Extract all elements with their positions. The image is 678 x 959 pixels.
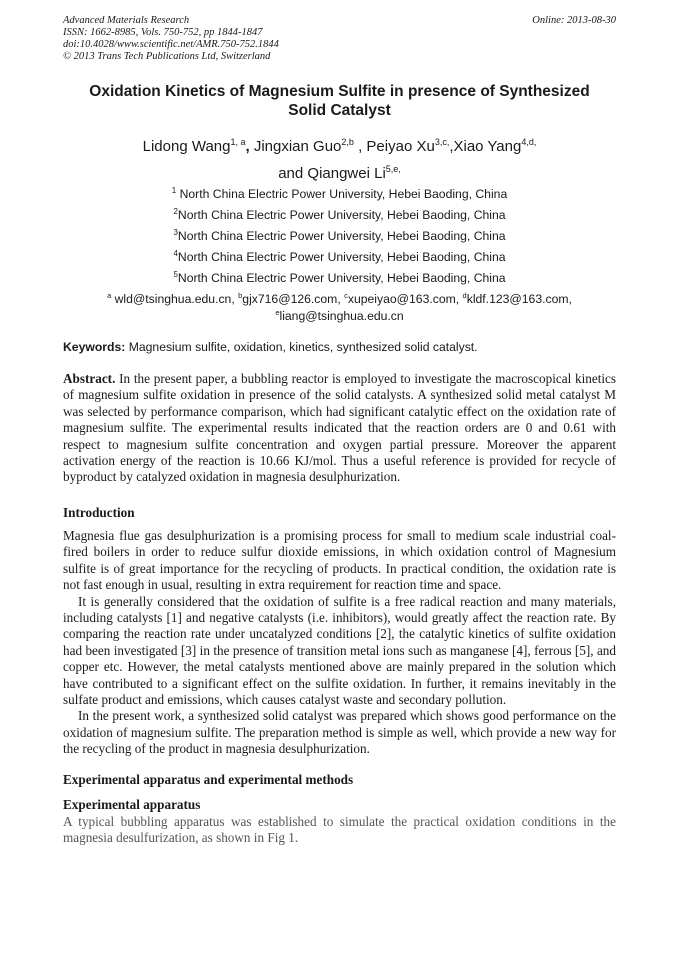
keywords [63,340,616,354]
abstract-label: Abstract. [63,371,116,386]
author-line-1: Lidong Wang$^{1, a}$, Jingxian Guo$^{2,b}$ , Peiyao $Xu^{3,c,},Xiao$ Yang$^{4,d,}$ [142,137,537,155]
affiliation-num: 4 [173,249,178,258]
doi-line: doi:10.4028/www.scientific.net/AMR.750-752.1844 [63,39,279,50]
email-e: liang@tsinghua.edu.cn [279,309,404,324]
affiliation-num: 2 [173,207,178,216]
experimental-body [63,814,616,847]
author-name: Xiao Yang [453,138,522,155]
journal-name: Advanced Materials Research [63,15,190,26]
keywords-label: Keywords: [63,340,126,354]
email-sup: c [344,291,348,300]
online-date: Online: 2013-08-30 [532,15,616,26]
affiliation-text: North China Electric Power University, Hebei Baoding, China [179,187,508,202]
affiliation-num: 5 [173,270,178,279]
paragraph: In the present work, a synthesized solid catalyst was prepared which shows good performance on the oxidation of magnesium sulfite. The preparation method is simple as well, which provide a new way for the recycling of the product in magnesia desulphurization. [63,708,616,757]
affiliation-text: North China Electric Power University, Hebei Baoding, China [177,208,506,223]
author-sup: 5,e, [385,164,401,174]
affiliation-num: 3 [173,228,178,237]
email-line-2 [63,306,616,323]
email-line-1 [63,289,616,306]
affiliation-text: North China Electric Power University, Hebei Baoding, China [177,271,506,286]
affiliation [63,245,616,266]
author-sup: 1, a [230,137,246,147]
introduction-body [63,528,616,758]
email-sup: a [107,291,112,300]
author-name: Jingxian Guo [253,138,342,155]
affiliation-num: 1 [171,186,177,195]
email-list [63,289,616,323]
email-sup: d [462,291,467,300]
author-name: Peiyao Xu [366,138,435,155]
email-a: wld@tsinghua.edu.cn, [114,292,235,307]
paragraph: Magnesia flue gas desulphurization is a promising process for small to medium scale industrial coal-fired boilers in order to reduce sulfur dioxide emissions, in which oxidation control of Magnesium sulfite is of great importance for the recycling of products. In practical condition, the oxidation rate is not fast enough in usual, resulting in extra requirement for reaction time and space. [63,528,616,593]
subsection-heading-apparatus: Experimental apparatus [63,797,201,812]
affiliation [63,182,616,203]
affiliation-text: North China Electric Power University, Hebei Baoding, China [177,250,506,265]
author-sup: 4,d, [521,137,537,147]
issn-line: ISSN: 1662-8985, Vols. 750-752, pp 1844-1847 [63,27,263,38]
abstract-text: In the present paper, a bubbling reactor is employed to investigate the macroscopical kinetics of magnesium sulfite oxidation in presence of the solid catalysts. A synthesized solid metal catalyst M was selected by performance comparison, which had significant catalytic effect on the oxidation rate of magnesium sulfite. The experimental results indicated that the reaction orders are 0 and 0.61 with respect to magnesium sulfite concentration and oxygen partial pressure. Moreover the apparent activation energy of the reaction is 10.66 KJ/mol. Thus a useful reference is provided for recycle of byproduct by catalyzed oxidation in magnesia desulphurization. [63,371,617,485]
paragraph: A typical bubbling apparatus was established to simulate the practical oxidation conditions in the magnesia desulfurization, as shown in Fig 1. [63,814,616,846]
title-line-1: Oxidation Kinetics of Magnesium Sulfite in presence of Synthesized [89,83,590,100]
email-sup: b [238,291,243,300]
title-line-2: Solid Catalyst [288,102,391,119]
section-heading-introduction: Introduction [63,505,135,520]
affiliation [63,266,616,287]
affiliation-list [63,182,616,287]
keywords-text: Magnesium sulfite, oxidation, kinetics, synthesized solid catalyst. [128,340,478,354]
paper-title [63,82,616,120]
section-heading-experimental: Experimental apparatus and experimental methods [63,772,354,787]
author-sup: 3,c, [434,137,450,147]
email-sup: e [275,308,280,318]
author-sup: 2,b [341,137,354,147]
author-list [63,131,616,185]
email-b: gjx716@126.com, [242,292,341,307]
author-name: Lidong Wang [142,138,231,155]
author-name: and Qiangwei Li [278,165,386,182]
abstract [63,371,616,486]
email-c: xupeiyao@163.com, [347,292,460,307]
copyright-line: © 2013 Trans Tech Publications Ltd, Switzerland [63,51,271,62]
paragraph: It is generally considered that the oxidation of sulfite is a free radical reaction and many materials, including catalysts [1] and negative catalysts (i.e. inhibitors), would greatly affect the reaction rate. By comparing the reaction rate under uncatalyzed conditions [2], the catalytic kinetics of sulfite oxidation had been investigated [3] in the presence of transition metal ions such as manganese [4], ferrous [5], and copper etc. However, the metal catalysts mentioned above are mainly prepared in the solution which have contributed to a significant effect on the sulfite oxidation. In further, it remains inevitably in the sulfate product and emissions, which causes catalyst waste and secondary pollution. [63,593,616,708]
author-line-2 [63,158,616,185]
affiliation-text: North China Electric Power University, Hebei Baoding, China [177,229,506,244]
affiliation [63,203,616,224]
journal-header [63,15,616,63]
affiliation [63,224,616,245]
email-d: kldf.123@163.com, [466,292,572,307]
